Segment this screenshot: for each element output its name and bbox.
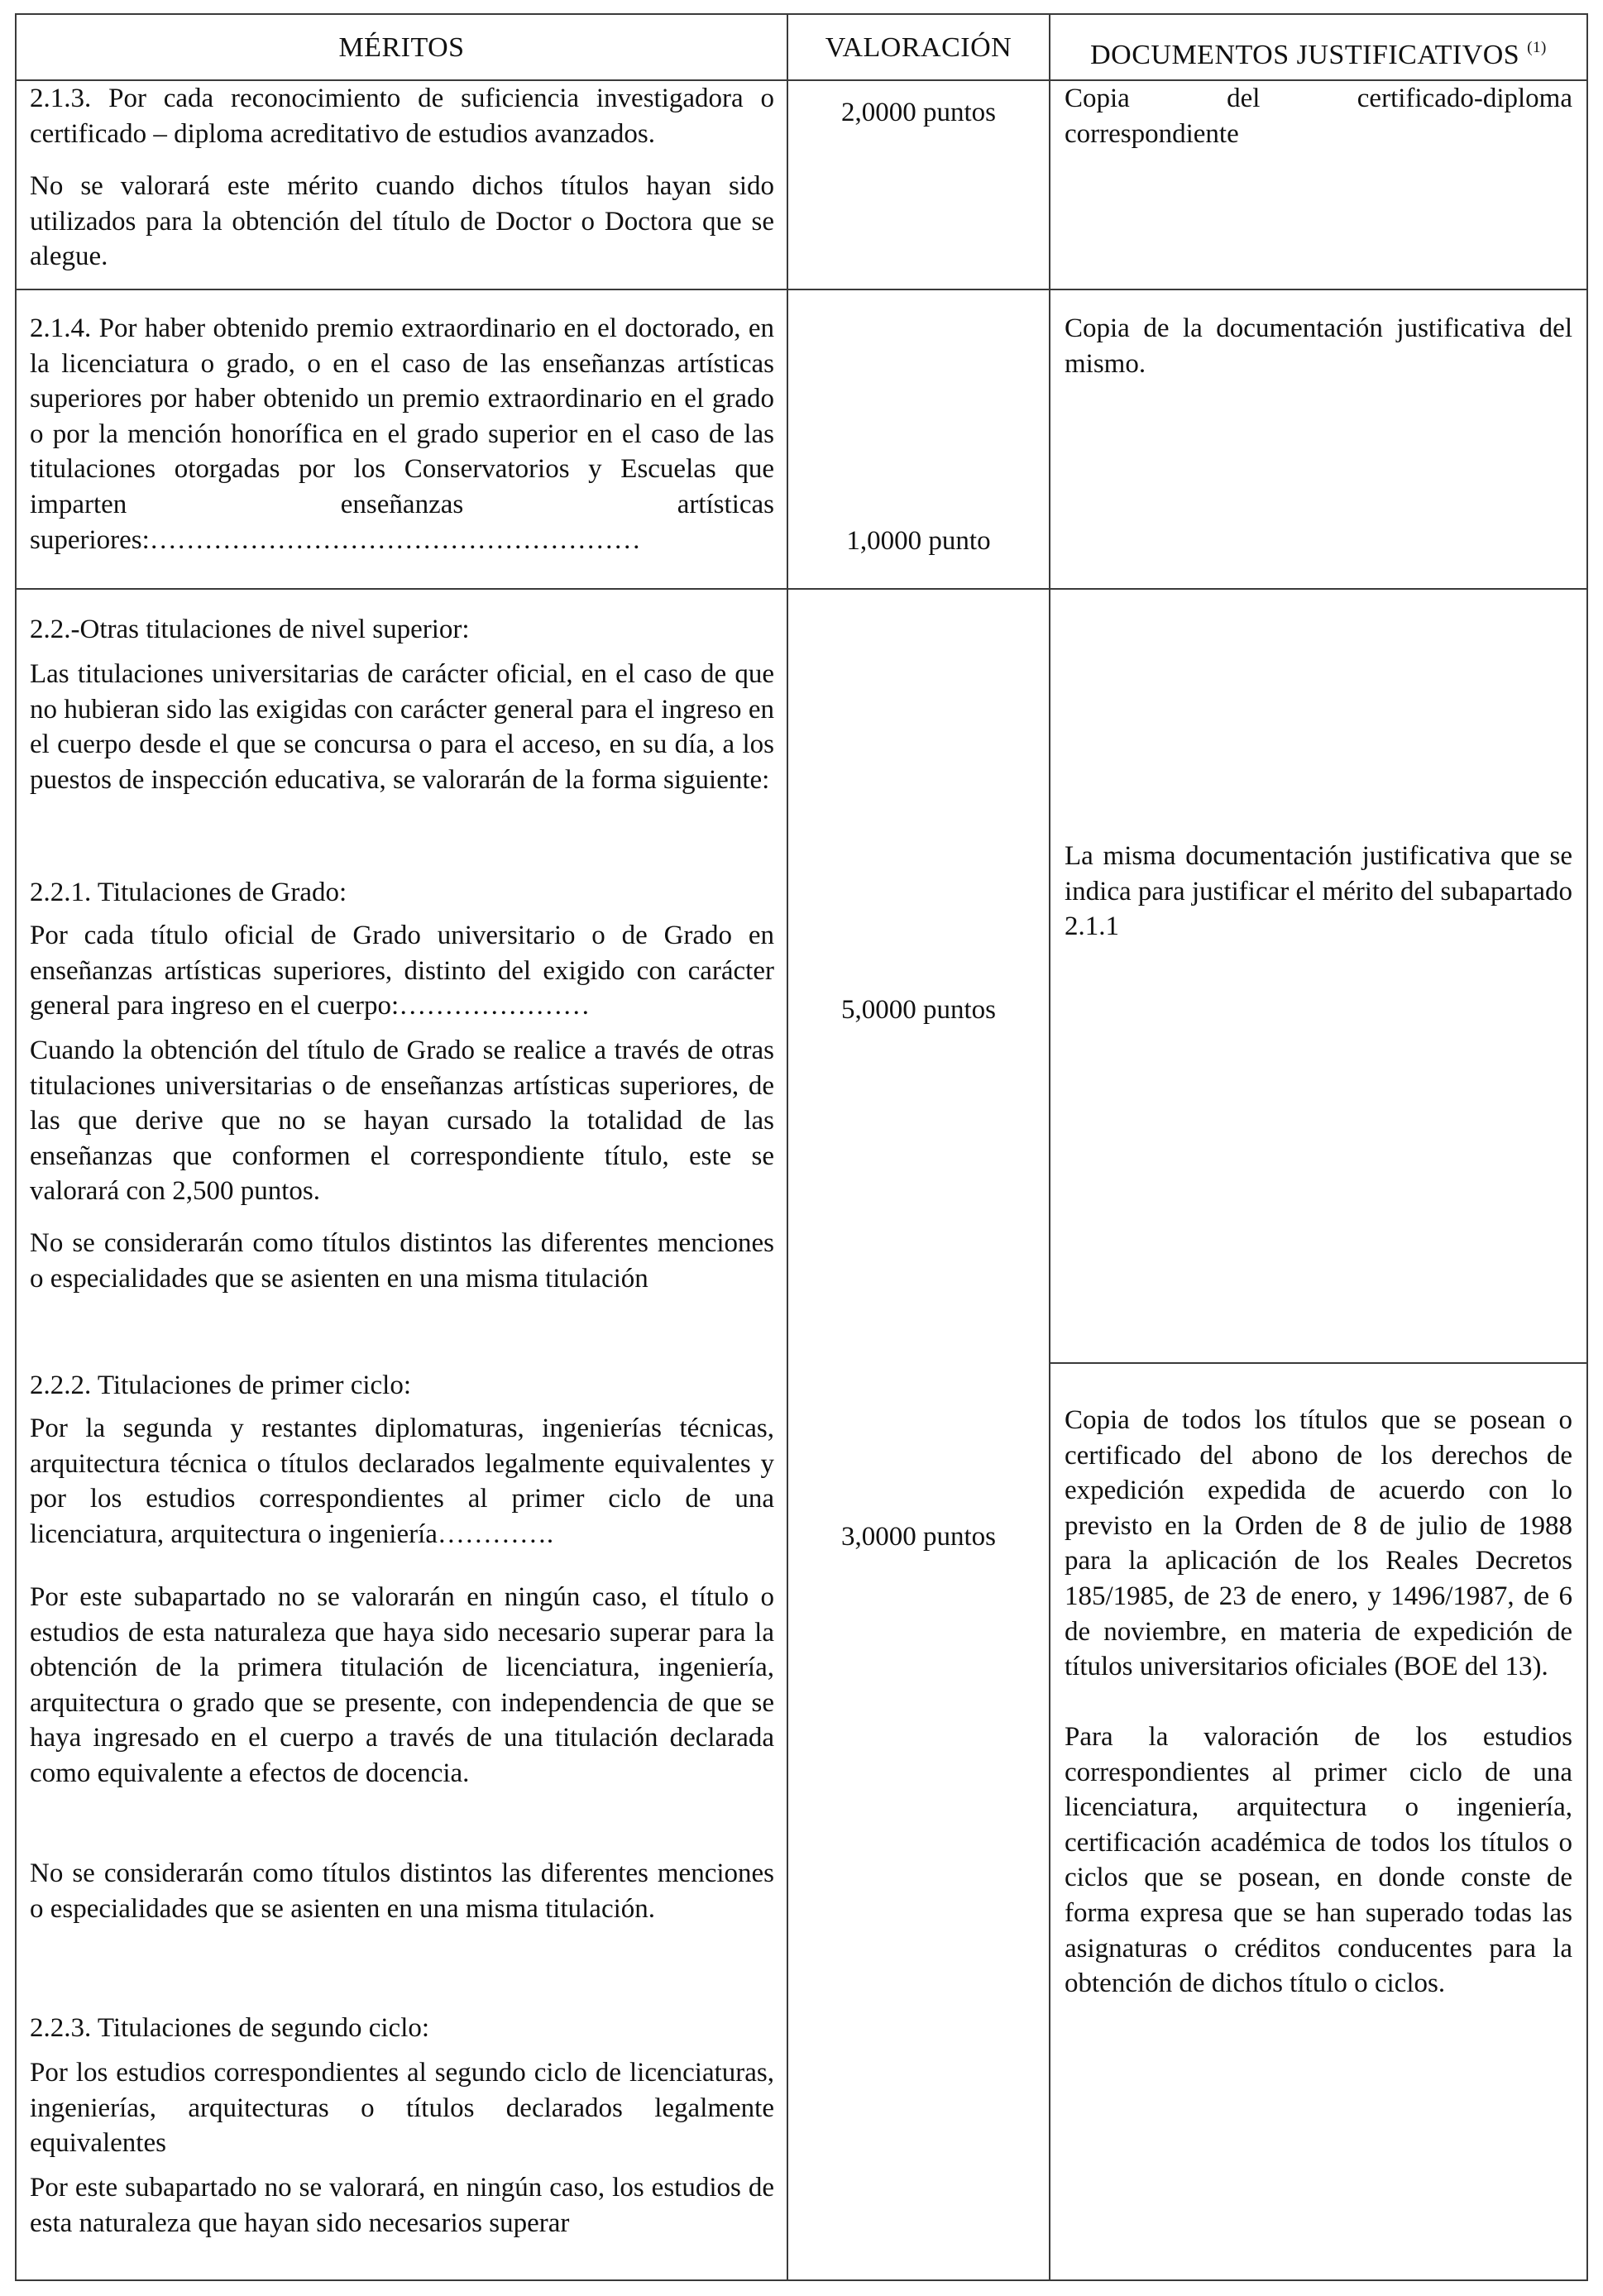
table-bottom-border: [15, 2279, 1588, 2281]
value-2-2-2: 3,0000 puntos: [840, 1522, 996, 1552]
column-divider-2: [1049, 13, 1050, 2281]
header-valoracion: VALORACIÓN: [825, 32, 1012, 63]
row-213-bottom-border: [15, 289, 1588, 290]
merit-2-2-2-text: Por la segunda y restantes diplomaturas, ingenierías técnicas, arquitectura técnica o títulos declarados legalmente equivalentes y por los estudios correspondientes al primer ciclo de una licenciatura, arquitectura o ingeniería………….: [30, 1413, 774, 1549]
header-documentos: [1050, 15, 1586, 81]
merit-2-2-1-note: No se considerarán como títulos distintos las diferentes menciones o especialidades que se asienten en una misma titulación: [30, 1228, 774, 1294]
merit-2-2-intro: Las titulaciones universitarias de carácter oficial, en el caso de que no hubieran sido las exigidas con carácter general para el ingreso en el cuerpo desde el que se concursa o para el acceso, en su día, a los puestos de inspección educativa, se valorarán de la forma siguiente:: [30, 659, 774, 795]
merit-2-1-3-note: No se valorará este mérito cuando dichos títulos hayan sido utilizados para la obtención del título de Doctor o Doctora que se alegue.: [30, 171, 774, 272]
docs-2-2-2-copies: Copia de todos los títulos que se posean o certificado del abono de los derechos de expedición expedida de acuerdo con lo previsto en la Orden de 8 de julio de 1988 para la aplicación de los Reales Decretos 185/1985, de 23 de enero, y 1496/1987, de 6 de noviembre, en materia de expedición de títulos universitarios oficiales (BOE del 13).: [1065, 1405, 1572, 1682]
docs-2-2-1: La misma documentación justificativa que se indica para justificar el mérito del subapartado 2.1.1: [1065, 841, 1572, 942]
merit-2-2-3-text: Por los estudios correspondientes al segundo ciclo de licenciaturas, ingenierías, arquitecturas o títulos declarados legalmente equivalentes: [30, 2058, 774, 2159]
table-left-border: [15, 13, 17, 2281]
value-2-1-3: 2,0000 puntos: [840, 98, 996, 127]
header-footnote-marker: (1): [1527, 39, 1547, 56]
value-2-2-1: 5,0000 puntos: [840, 995, 996, 1025]
table-right-border: [1586, 13, 1588, 2281]
merit-2-2-3-exclusion: Por este subapartado no se valorará, en ningún caso, los estudios de esta naturaleza que hayan sido necesarios superar: [30, 2173, 774, 2238]
header-documentos-label: DOCUMENTOS JUSTIFICATIVOS: [1090, 40, 1520, 70]
merit-2-1-4-text: 2.1.4. Por haber obtenido premio extraordinario en el doctorado, en la licenciatura o grado, o en el caso de las enseñanzas artísticas superiores por haber obtenido un premio extraordinario en el grado o por la mención honorífica en el grado superior en el caso de las titulaciones otorgadas por los Conservatorios y Escuelas que imparten enseñanzas artísticas superiores:………………………………………………: [30, 313, 774, 555]
merit-2-2-title: 2.2.-Otras titulaciones de nivel superior:: [30, 615, 470, 644]
docs-2-1-4: Copia de la documentación justificativa del mismo.: [1065, 313, 1572, 379]
merit-2-2-3-title: 2.2.3. Titulaciones de segundo ciclo:: [30, 2013, 430, 2043]
docs-221-bottom-border: [1049, 1362, 1588, 1364]
merit-2-2-2-exclusion: Por este subapartado no se valorarán en ningún caso, el título o estudios de esta naturaleza que haya sido necesario superar para la obtención de la primera titulación de licenciatura, ingeniería, arquitectura o grado que se presente, con independencia de que se haya ingresado en el cuerpo a través de una titulación declarada como equivalente a efectos de docencia.: [30, 1582, 774, 1788]
column-divider-1: [787, 13, 788, 2281]
merit-2-2-2-title: 2.2.2. Titulaciones de primer ciclo:: [30, 1370, 412, 1400]
merit-2-2-1-title: 2.2.1. Titulaciones de Grado:: [30, 878, 347, 907]
merit-2-2-1-partial: Cuando la obtención del título de Grado se realice a través de otras titulaciones universitarias o de enseñanzas artísticas superiores, de las que derive que no se hayan cursado la totalidad de las enseñanzas que conformen el correspondiente título, este se valorará con 2,500 puntos.: [30, 1036, 774, 1207]
row-214-bottom-border: [15, 588, 1588, 590]
docs-2-2-2-certification: Para la valoración de los estudios correspondientes al primer ciclo de una licenciatura, arquitectura o ingeniería, certificación académica de todos los títulos o ciclos que se posean, en donde conste de forma expresa que se han superado todas las asignaturas o créditos conducentes para la obtención de dichos título o ciclos.: [1065, 1722, 1572, 1999]
merit-2-2-1-text: Por cada título oficial de Grado universitario o de Grado en enseñanzas artísticas superiores, distinto del exigido con carácter general para ingreso en el cuerpo:…………………: [30, 921, 774, 1021]
value-2-1-4: 1,0000 punto: [846, 526, 991, 556]
header-meritos: MÉRITOS: [338, 32, 465, 63]
docs-2-1-3: Copia del certificado-diploma correspondiente: [1065, 84, 1572, 149]
merit-2-1-3-text: 2.1.3. Por cada reconocimiento de suficiencia investigadora o certificado – diploma acreditativo de estudios avanzados.: [30, 84, 774, 149]
merit-2-2-2-note: No se considerarán como títulos distintos las diferentes menciones o especialidades que se asienten en una misma titulación.: [30, 1858, 774, 1924]
